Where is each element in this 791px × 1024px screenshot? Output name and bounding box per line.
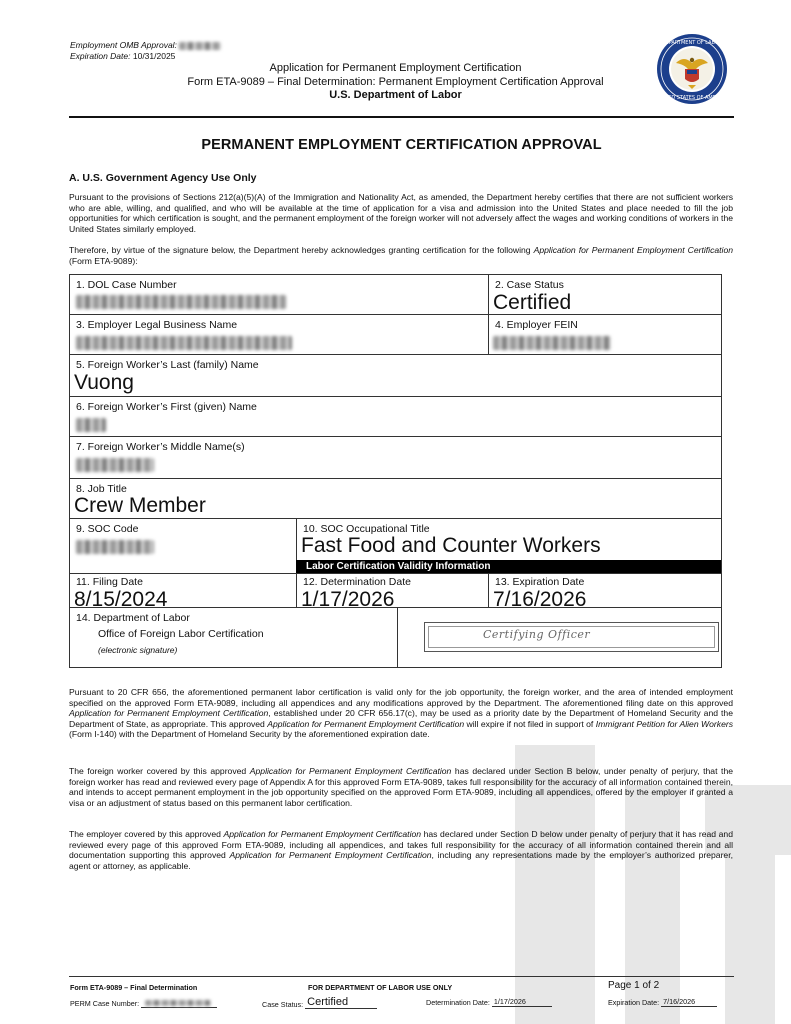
section-a-heading: A. U.S. Government Agency Use Only [69,172,257,184]
employer-fein-label: 4. Employer FEIN [495,319,578,331]
omb-expiration-label: Expiration Date: [70,51,131,61]
last-name-value: Vuong [74,371,134,394]
field-middle-name [70,437,721,478]
row-soc [69,519,722,574]
footer-page-number: Page 1 of 2 [608,980,660,991]
filing-date-label: 11. Filing Date [76,576,143,588]
worker-text-c: has declared under Section B below, under penalty of perjury, that the foreign worker has read and reviewed every page of Appendix A for this approved Form ETA-9089, takes full responsibility for the accuracy of all information contained therein, and intends to accept permanent employment in the job opportunity specified on the approved Form ETA-9089, including all appendices, offered by the employer if granted a visa or an adjustment of status based on this permanent labor certification. [69,766,733,808]
footer-det-value: 1/17/2026 [492,997,552,1007]
footer-expiration [608,997,717,1007]
expiration-date-value: 7/16/2026 [493,588,587,611]
worker-declaration-paragraph [69,766,733,808]
expiration-date-label: 13. Expiration Date [495,576,585,588]
footer-form-name: Form ETA-9089 – Final Determination [70,983,198,992]
footer-det-label: Determination Date: [426,998,490,1007]
field-case-status [488,275,721,314]
field-first-name [70,397,721,436]
footer-perm-case [70,998,217,1008]
pursuant-text-a: Pursuant to 20 CFR 656, the aforementioned permanent labor certification is valid only for the job opportunity, the foreign worker, and the area of intended employment specified on the approved Form ETA-9089, including all appendices and any modifications approved by the Department. The aforementioned filing date on this approved [69,687,733,708]
case-status-value: Certified [493,291,572,314]
perm-case-line [141,998,217,1008]
header-line-3: U.S. Department of Labor [329,89,462,101]
worker-text-b: Application for Permanent Employment Certification [249,766,452,776]
footer-dol-use-only: FOR DEPARTMENT OF LABOR USE ONLY [308,983,453,992]
footer-case-status [262,996,377,1009]
perm-case-label: PERM Case Number: [70,999,140,1008]
field-determination-date [296,574,488,611]
field-dol-case-number [70,275,488,314]
svg-text:UNITED STATES OF AMERICA: UNITED STATES OF AMERICA [656,95,728,101]
therefore-text-c: (Form ETA-9089): [69,255,138,266]
certification-fields-grid [69,274,722,668]
header-line-2: Form ETA-9089 – Final Determination: Permanent Employment Certification Approval [187,75,604,88]
signature-box [424,622,719,652]
field-last-name [70,355,721,396]
intro-paragraph: Pursuant to the provisions of Sections 212(a)(5)(A) of the Immigration and Nationality Act, as amended, the Department hereby certifies that there are not sufficient workers who are able, willing, and qualified, and who will be available at the time of application for a visa and admission into the United States and place needed to fill the job opportunities for which certification is sought, and the permanent employment of the foreign worker will not adversely affect the wages and working conditions of workers in the United States similarly employed. [69,192,733,234]
therefore-paragraph [69,245,733,266]
employer-name-label: 3. Employer Legal Business Name [76,319,238,331]
middle-name-label: 7. Foreign Worker’s Middle Name(s) [76,441,245,453]
worker-text-a: The foreign worker covered by this approved [69,766,250,776]
footer-rule [69,976,734,977]
field-department [70,608,397,667]
validity-info-bar: Labor Certification Validity Information [296,560,721,573]
document-title: PERMANENT EMPLOYMENT CERTIFICATION APPROVAL [201,137,602,153]
pursuant-text-f: Immigrant Petition for Alien Workers [595,718,734,729]
field-soc-code [70,519,296,573]
row-signature [69,608,722,668]
last-name-label: 5. Foreign Worker’s Last (family) Name [76,359,259,371]
pursuant-text-b: Application for Permanent Employment Certification [69,708,269,719]
employer-text-e: , including any representations made by the employer’s authorized preparer, agent or attorney, as applicable. [69,850,733,871]
row-last-name [69,355,722,397]
row-case-number [69,274,722,315]
filing-date-value: 8/15/2024 [74,588,168,611]
pursuant-paragraph [69,687,733,740]
footer-exp-label: Expiration Date: [608,998,660,1007]
pursuant-text-d: Application for Permanent Employment Certification [267,718,465,729]
header-rule [69,116,734,118]
row-dates [69,574,722,611]
row-employer [69,315,722,355]
dol-case-number-label: 1. DOL Case Number [76,279,177,291]
pursuant-text-c: , established under 20 CFR 656.17(c), may be used as a priority date by the Department of Homeland Security and the Department of State, as appropriate. This approved [69,708,733,729]
perm-case-redacted [145,1000,211,1006]
field-job-title [70,479,721,518]
header-line-1: Application for Permanent Employment Certification [269,62,522,74]
field-expiration-date [488,574,721,611]
footer-determination [426,997,552,1007]
field-filing-date [70,574,296,611]
omb-expiration-value: 10/31/2025 [132,51,176,61]
employer-declaration-paragraph [69,829,733,871]
soc-code-label: 9. SOC Code [76,523,139,535]
soc-title-label: 10. SOC Occupational Title [303,523,430,535]
omb-approval-block [70,40,221,62]
department-label: 14. Department of Labor [76,612,190,624]
employer-text-b: Application for Permanent Employment Certification [223,829,422,839]
determination-date-value: 1/17/2026 [301,588,395,611]
middle-name-redacted [76,458,154,472]
field-employer-name [70,315,488,354]
job-title-value: Crew Member [74,494,206,517]
omb-approval-label: Employment OMB Approval: [70,40,177,50]
field-employer-fein [488,315,721,354]
svg-text:DEPARTMENT OF LABOR: DEPARTMENT OF LABOR [661,40,723,46]
employer-name-redacted [76,336,292,350]
ofl-certification-office: Office of Foreign Labor Certification [98,628,264,640]
pursuant-text-e: will expire if not filed in support of [464,718,596,729]
footer-status-value: Certified [305,996,377,1009]
dol-case-number-redacted [76,295,286,309]
soc-title-value: Fast Food and Counter Workers [301,534,601,557]
electronic-signature-note: (electronic signature) [98,645,178,655]
omb-approval-number-redacted [179,42,221,50]
pursuant-text-g: (Form I-140) with the Department of Homeland Security by the aforementioned expiration date. [69,729,430,740]
first-name-redacted [76,418,106,432]
footer-exp-value: 7/16/2026 [661,997,717,1007]
therefore-text-b: Application for Permanent Employment Certification [533,245,733,255]
soc-code-redacted [76,540,154,554]
job-title-label: 8. Job Title [76,483,127,495]
department-of-labor-seal-icon [656,33,728,105]
footer-status-label: Case Status: [262,1000,304,1009]
employer-fein-redacted [493,336,611,350]
certifying-officer-signature: Certifying Officer [483,628,591,641]
employer-text-c: has declared under Section D below under penalty of perjury that it has read and reviewed every page of this approved Form ETA-9089, including all appendices, and takes full responsibility for the accuracy of all information contained therein and all documentation supporting this approved [69,829,733,861]
employer-text-a: The employer covered by this approved [69,829,224,839]
determination-date-label: 12. Determination Date [303,576,411,588]
first-name-label: 6. Foreign Worker’s First (given) Name [76,401,257,413]
row-first-name [69,397,722,437]
therefore-text-a: Therefore, by virtue of the signature below, the Department hereby acknowledges granting certification for the following [69,245,534,255]
employer-text-d: Application for Permanent Employment Certification [229,850,432,861]
case-status-label: 2. Case Status [495,279,564,291]
row-middle-name [69,437,722,479]
row-job-title [69,479,722,519]
